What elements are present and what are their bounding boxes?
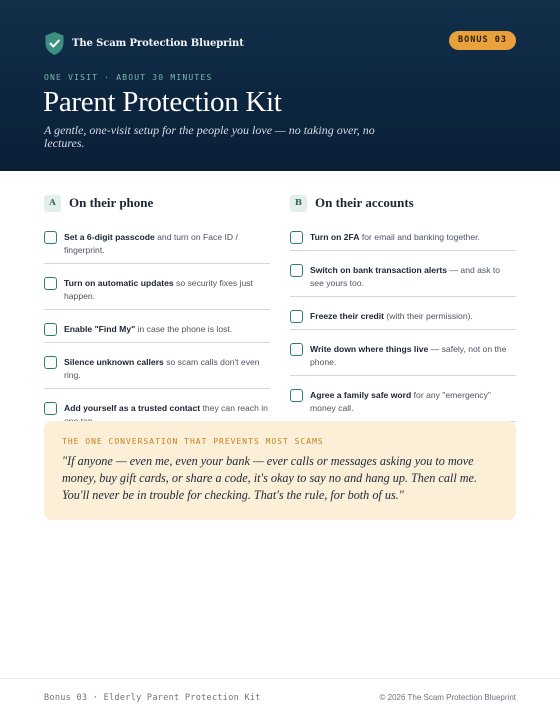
- item-detail: (with their permission).: [384, 311, 473, 321]
- brand: [44, 31, 244, 56]
- checkbox[interactable]: [44, 277, 57, 290]
- footer-divider: [0, 678, 560, 679]
- checklist-item[interactable]: [44, 226, 270, 264]
- item-detail: in case the phone is lost.: [135, 324, 233, 334]
- item-title: Add yourself as a trusted contact: [64, 403, 201, 413]
- bonus-badge: BONUS 03: [449, 31, 516, 50]
- footer-left-text: Bonus 03 · Elderly Parent Protection Kit: [44, 693, 261, 703]
- item-title: Agree a family safe word: [310, 390, 412, 400]
- checkbox[interactable]: [290, 389, 303, 402]
- item-detail: so scam calls don't even ring.: [64, 357, 260, 380]
- checklist-item[interactable]: [290, 226, 516, 251]
- checkbox[interactable]: [290, 343, 303, 356]
- checklist-column-phone: [44, 193, 270, 443]
- brand-name: The Scam Protection Blueprint: [72, 38, 244, 49]
- item-title: Silence unknown callers: [64, 357, 164, 367]
- item-title: Turn on automatic updates: [64, 278, 174, 288]
- item-detail: — safely, not on the phone.: [310, 344, 507, 367]
- column-header: [290, 193, 516, 213]
- item-title: Enable "Find My": [64, 324, 136, 334]
- checklist-item[interactable]: [290, 338, 516, 376]
- callout-label: THE ONE CONVERSATION THAT PREVENTS MOST SCAMS: [62, 437, 324, 446]
- item-title: Write down where things live: [310, 344, 429, 354]
- checklist-item[interactable]: [290, 259, 516, 297]
- checklist-item[interactable]: [290, 305, 516, 330]
- hero-header: [0, 0, 560, 171]
- column-letter-badge: B: [290, 195, 307, 212]
- item-detail: and turn on Face ID / fingerprint.: [64, 232, 238, 255]
- checkbox[interactable]: [44, 356, 57, 369]
- callout-quote: "If anyone — even me, even your bank — ever calls or messages asking you to move money, buy gift cards, or share a code, it's okay to say no and hang up. Then call me. You'll never be in trouble for checking. That's the rule, for both of us.": [62, 454, 478, 502]
- shield-check-icon: [44, 31, 65, 56]
- checkbox[interactable]: [44, 402, 57, 415]
- checkbox[interactable]: [290, 231, 303, 244]
- column-header: [44, 193, 270, 213]
- item-detail: they can reach in: [202, 403, 268, 413]
- item-detail: so security fixes just happen.: [64, 278, 253, 301]
- item-title: Freeze their credit: [310, 311, 385, 321]
- checkbox[interactable]: [290, 310, 303, 323]
- callout-box: [44, 421, 516, 520]
- checkbox[interactable]: [290, 264, 303, 277]
- checklist-item[interactable]: [44, 351, 270, 389]
- page-title: Parent Protection Kit: [43, 86, 282, 118]
- item-detail: for any "emergency" money call.: [310, 390, 491, 413]
- column-title: On their phone: [69, 195, 154, 210]
- eyebrow-text: ONE VISIT · ABOUT 30 MINUTES: [44, 73, 213, 82]
- footer-copyright: © 2026 The Scam Protection Blueprint: [379, 693, 516, 702]
- checklist-column-accounts: [290, 193, 516, 430]
- column-letter-badge: A: [44, 195, 61, 212]
- column-title: On their accounts: [315, 195, 414, 210]
- page-subtitle: A gentle, one-visit setup for the people you love — no taking over, no lectures.: [44, 123, 375, 150]
- checklist-item[interactable]: [44, 318, 270, 343]
- checklist-item[interactable]: [290, 384, 516, 422]
- checkbox[interactable]: [44, 323, 57, 336]
- checkbox[interactable]: [44, 231, 57, 244]
- item-detail: for email and banking together.: [359, 232, 480, 242]
- item-title: Set a 6-digit passcode: [64, 232, 155, 242]
- item-title: Turn on 2FA: [310, 232, 360, 242]
- item-detail: — and ask to see yours too.: [310, 265, 501, 288]
- item-title: Switch on bank transaction alerts: [310, 265, 448, 275]
- checklist-item[interactable]: [44, 272, 270, 310]
